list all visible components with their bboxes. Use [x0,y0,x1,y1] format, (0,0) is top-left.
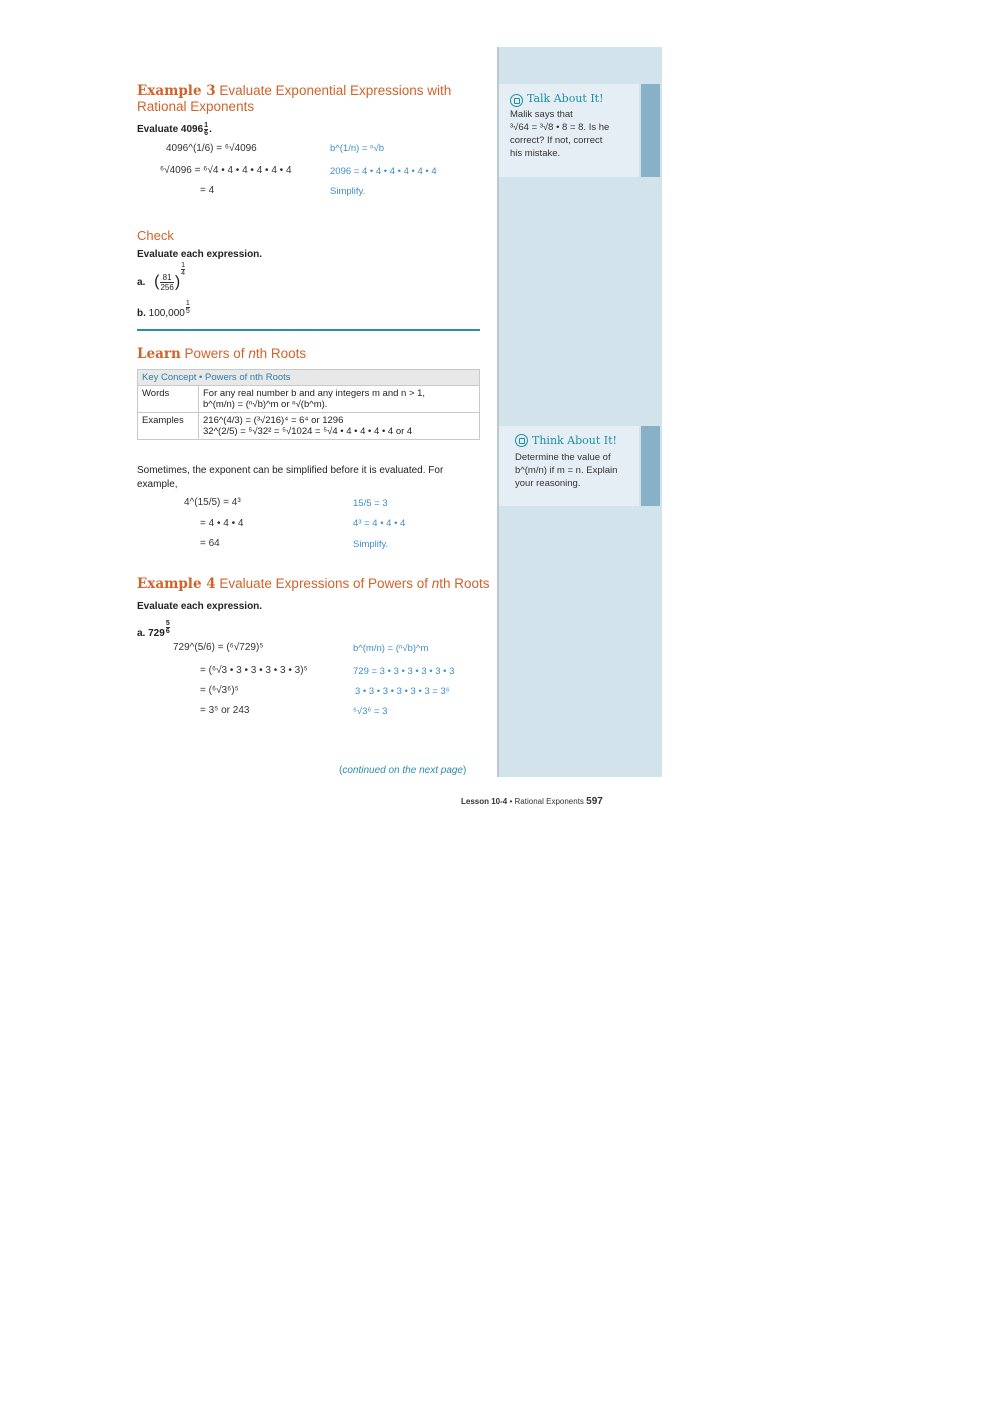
example3-note-1: b^(1/n) = ⁿ√b [330,143,385,154]
check-instruction: Evaluate each expression. [137,249,263,260]
example4-note-4: ⁶√3⁶ = 3 [353,706,388,717]
learn-heading: Learn Powers of nth Roots [137,346,307,362]
example4-step-4: = 3⁵ or 243 [200,705,250,716]
learn-step-3: = 64 [200,538,220,549]
think-about-it-text: Determine the value of b^(m/n) if m = n. Explain your reasoning. [515,452,618,489]
example4-instruction: Evaluate each expression. [137,601,263,612]
learn-step-1: 4^(15/5) = 4³ [184,497,241,508]
examples-cell: 216^(4/3) = (³√216)⁴ = 6⁴ or 1296 32^(2/5) = ⁵√32² = ⁵√1024 = ⁵√4 • 4 • 4 • 4 • 4 or 4 [199,413,480,440]
talk-about-it-title: Talk About It! [527,92,604,105]
continued-note: (continued on the next page) [339,765,467,776]
example4-step-1: 729^(5/6) = (⁶√729)⁵ [173,642,264,653]
example3-heading: Example 3 Evaluate Exponential Expressions with [137,83,452,99]
example4-step-3: = (⁶√3⁶)⁵ [200,685,239,696]
talk-about-it-strip [641,84,660,177]
example3-heading-line2: Rational Exponents [137,99,255,114]
talk-about-it-text: Malik says that ³√64 = ³√8 • 8 = 8. Is he correct? If not, correct his mistake. [510,109,610,159]
example4-note-3: 3 • 3 • 3 • 3 • 3 • 3 = 3⁶ [355,686,450,697]
example4-heading: Example 4 Evaluate Expressions of Powers of nth Roots [137,576,490,592]
learn-note-3: Simplify. [353,539,389,550]
learn-step-2: = 4 • 4 • 4 [200,518,244,529]
speech-bubble-icon [510,94,523,107]
key-concept-header: Key Concept • Powers of nth Roots [138,370,480,386]
think-about-it-title: Think About It! [532,434,617,447]
check-item-b: b. 100,000 $\frac{1}{5}$ [137,300,190,319]
talk-about-it-box [499,84,639,177]
check-item-a: a. ( $\frac{81}{256}$ ) $\frac{1}{4}$ [137,262,186,292]
page-footer: Lesson 10-4 • Rational Exponents 597 [461,796,603,807]
learn-note-1: 15/5 = 3 [353,498,388,509]
example3-step-3: = 4 [200,185,215,196]
simplify-paragraph: Sometimes, the exponent can be simplified before it is evaluated. For example, [137,465,444,490]
example3-prompt: Evaluate 4096 $\frac{1}{6}$ . [137,122,212,137]
example3-step-1: 4096^(1/6) = ⁶√4096 [166,143,257,154]
think-about-it-box [499,426,639,506]
examples-label: Examples [138,413,199,440]
key-concept-table [137,369,480,440]
check-heading: Check [137,228,174,243]
learn-note-2: 4³ = 4 • 4 • 4 [353,518,406,529]
example4-note-2: 729 = 3 • 3 • 3 • 3 • 3 • 3 [353,666,455,677]
think-about-it-strip [641,426,660,506]
thought-head-icon [515,434,528,447]
example4-step-2: = (⁶√3 • 3 • 3 • 3 • 3 • 3)⁵ [200,665,308,676]
example3-note-2: 2096 = 4 • 4 • 4 • 4 • 4 • 4 [330,166,437,177]
example3-step-2: ⁶√4096 = ⁶√4 • 4 • 4 • 4 • 4 • 4 [160,165,292,176]
example4-part-a: a. 729 $\frac{5}{6}$ [137,620,170,639]
example4-note-1: b^(m/n) = (ⁿ√b)^m [353,643,429,654]
example3-note-3: Simplify. [330,186,366,197]
words-cell: For any real number b and any integers m and n > 1, b^(m/n) = (ⁿ√b)^m or ⁿ√(b^m). [199,386,480,413]
section-divider [137,329,480,331]
words-label: Words [138,386,199,413]
